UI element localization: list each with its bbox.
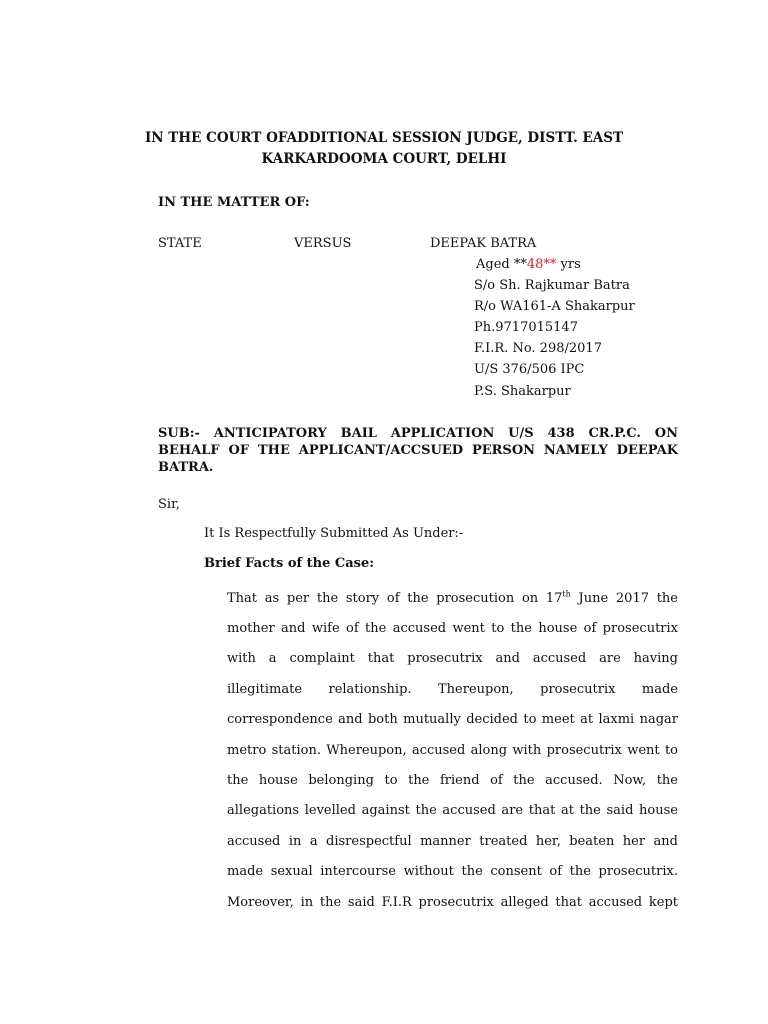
body-line-1: That as per the story of the prosecution on 17th June 2017 the: [227, 589, 679, 606]
party-state: STATE: [158, 236, 202, 251]
body-line: accused in a disrespectful manner treated her, beaten her and: [227, 833, 678, 849]
accused-age: [476, 257, 581, 272]
body-line: the house belonging to the friend of the accused. Now, the: [227, 773, 678, 788]
body-line: made sexual intercourse without the consent of the prosecutrix.: [227, 864, 678, 880]
accused-residence: R/o WA161-A Shakarpur: [474, 299, 635, 314]
body-line: with a complaint that prosecutrix and accused are having: [227, 651, 678, 667]
body-line: metro station. Whereupon, accused along with prosecutrix went to: [227, 742, 678, 758]
accused-father: S/o Sh. Rajkumar Batra: [474, 278, 630, 293]
body-line: mother and wife of the accused went to the house of prosecutrix: [227, 621, 678, 636]
submission-line: It Is Respectfully Submitted As Under:-: [204, 526, 464, 541]
body-line: illegitimate relationship. Thereupon, prosecutrix made: [227, 681, 678, 697]
brief-facts-heading: Brief Facts of the Case:: [204, 556, 375, 571]
body-line: Moreover, in the said F.I.R prosecutrix alleged that accused kept: [227, 894, 678, 910]
party-versus: VERSUS: [294, 236, 352, 251]
ipc-section: U/S 376/506 IPC: [474, 362, 585, 377]
age-prefix: Aged **: [476, 257, 527, 272]
accused-phone: Ph.9717015147: [474, 320, 578, 335]
fir-number: F.I.R. No. 298/2017: [474, 341, 602, 356]
subject-line: SUB:- ANTICIPATORY BAIL APPLICATION U/S 438 CR.P.C. ON BEHALF OF THE APPLICANT/ACCSUED PERSON NAMELY DEEPAK BATRA.: [158, 426, 678, 475]
age-value: 48**: [526, 257, 557, 272]
body-line: allegations levelled against the accused are that at the said house: [227, 803, 678, 819]
body-line: correspondence and both mutually decided to meet at laxmi nagar: [227, 712, 678, 728]
party-accused: DEEPAK BATRA: [430, 236, 537, 251]
court-heading-line-1: IN THE COURT OFADDITIONAL SESSION JUDGE, DISTT. EAST: [144, 130, 624, 146]
court-heading-line-2: KARKARDOOMA COURT, DELHI: [261, 151, 507, 167]
age-unit: yrs: [556, 257, 581, 272]
matter-of-label: IN THE MATTER OF:: [158, 195, 310, 210]
salutation: Sir,: [158, 497, 180, 512]
police-station: P.S. Shakarpur: [474, 384, 571, 399]
